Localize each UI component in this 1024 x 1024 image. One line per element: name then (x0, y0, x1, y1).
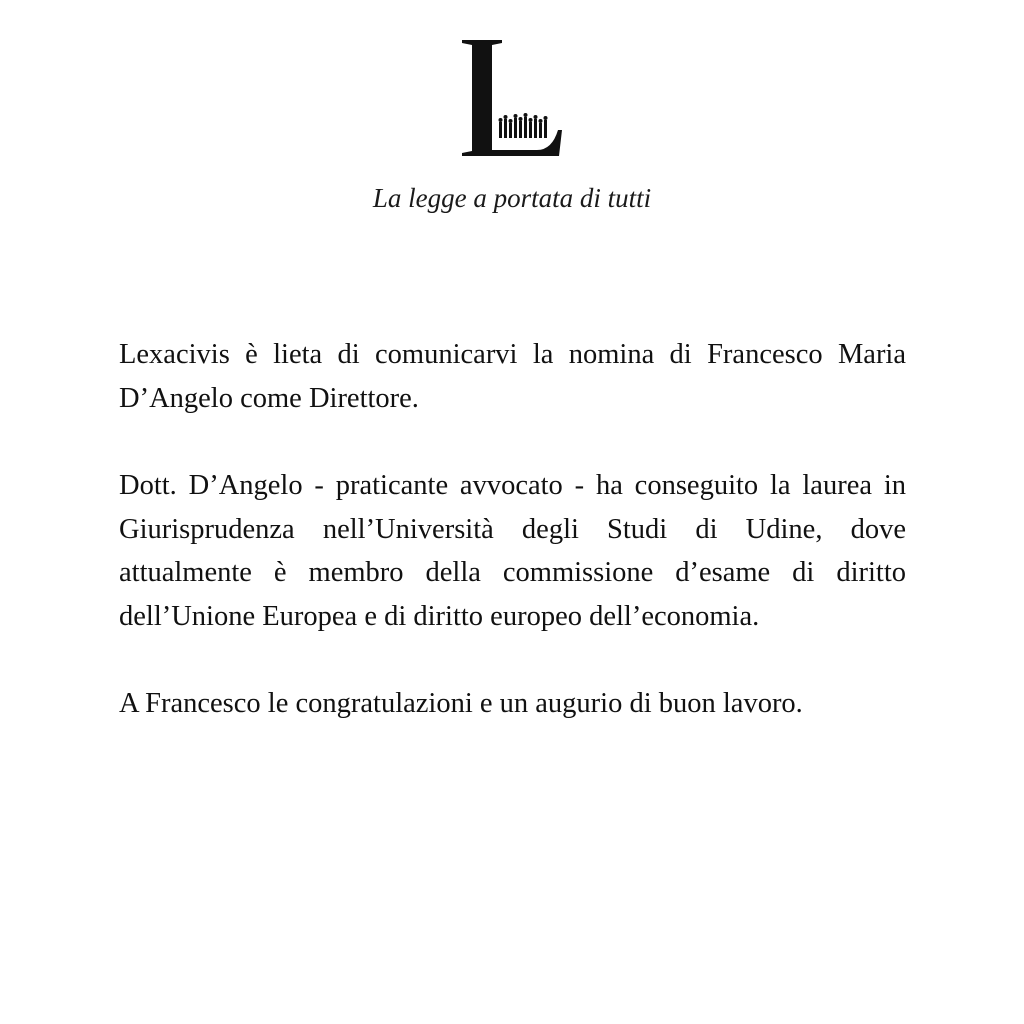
tagline: La legge a portata di tutti (372, 183, 652, 213)
paragraph-biography: Dott. D’Angelo - praticante avvocato - ha conseguito la laurea in Giurisprudenza nell’Università degli Studi di Udine, dove attualmente è membro della commissione d’esame di diritto dell’Unione Europea e di diritto europeo dell’economia. (119, 470, 906, 632)
letter-l-crowd-logo-icon (452, 30, 572, 165)
paragraph-congratulations: A Francesco le congratulazioni e un augurio di buon lavoro. (119, 688, 803, 719)
announcement-body (119, 333, 906, 726)
paragraph-nomination: Lexacivis è lieta di comunicarvi la nomina di Francesco Maria D’Angelo come Direttore. (119, 339, 906, 414)
